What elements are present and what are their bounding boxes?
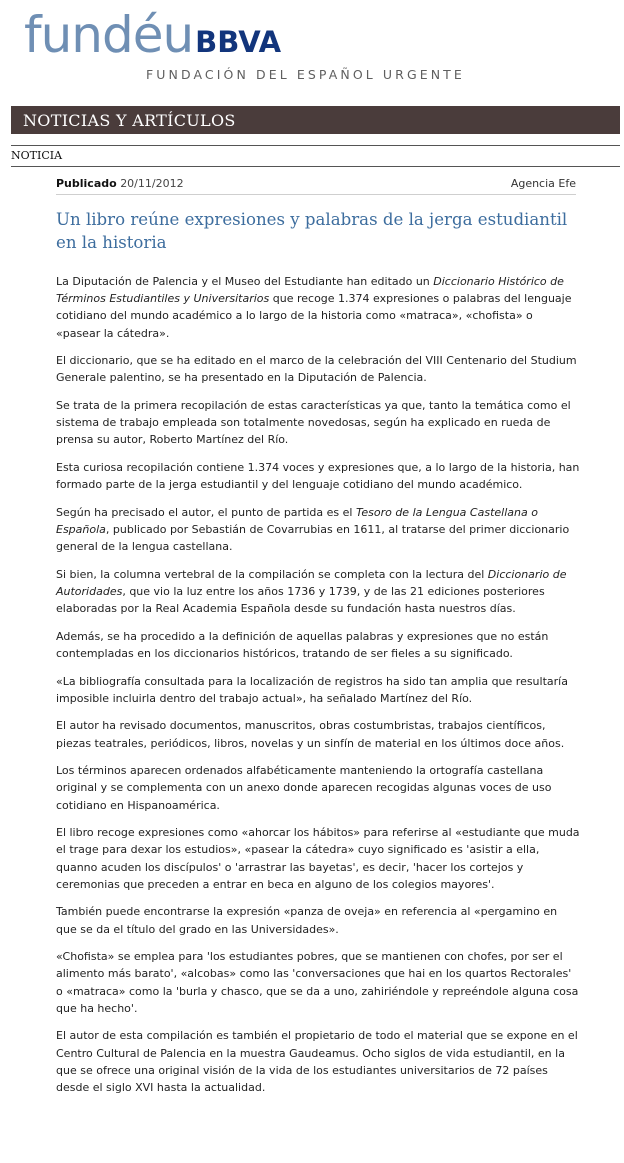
article-paragraph — [56, 352, 580, 386]
logo-wordmark — [24, 6, 282, 64]
paragraph-text: El diccionario, que se ha editado en el marco de la celebración del VIII Centenario del Studium Generale palentino, se ha presentado en la Diputación de Palencia. — [56, 354, 577, 385]
category-label: NOTICIA — [11, 149, 63, 162]
paragraph-text: El libro recoge expresiones como «ahorcar los hábitos» para referirse al «estudiante que muda el trage para dexar los estudios», «pasear la cátedra» cuyo significado es 'asistir a ella, quanno acuden los discípulos' o 'arrastrar las bayetas', es decir, 'hacer los cortejos y ceremonias que preceden a entrar en beca en alguno de los colegios mayores'. — [56, 826, 580, 891]
book-title-text: Diccionario de Autoridades — [56, 567, 567, 598]
article-title: Un libro reúne expresiones y palabras de la jerga estudiantil en la historia — [56, 210, 568, 252]
article-body — [56, 273, 580, 1107]
article-source: Agencia Efe — [510, 177, 576, 190]
article-paragraph — [56, 673, 580, 707]
logo-fundeu-text: fundéu — [24, 6, 194, 64]
article-paragraph — [56, 459, 580, 493]
article-meta — [56, 177, 576, 193]
article-paragraph — [56, 1027, 580, 1096]
paragraph-text: , publicado por Sebastián de Covarrubias en 1611, al tratarse del primer diccionario general de la lengua castellana. — [56, 523, 570, 554]
logo-subtitle: FUNDACIÓN DEL ESPAÑOL URGENTE — [146, 67, 465, 82]
book-title-text: Diccionario Histórico de Términos Estudiantiles y Universitarios — [56, 275, 564, 306]
paragraph-text: Además, se ha procedido a la definición de aquellas palabras y expresiones que no están contempladas en los diccionarios históricos, tratando de ser fieles a su significado. — [56, 629, 549, 660]
article-paragraph — [56, 397, 580, 449]
logo-bbva-text: BBVA — [195, 25, 282, 59]
article-paragraph — [56, 628, 580, 662]
paragraph-text: El autor de esta compilación es también el propietario de todo el material que se expone en el Centro Cultural de Palencia en la muestra Gaudeamus. Ocho siglos de vida estudiantil, en la que se ofrece una original visión de la vida de los estudiantes universitarios de 72 países desde el siglo XVI hasta la actualidad. — [56, 1029, 578, 1094]
published-date: 20/11/2012 — [120, 177, 184, 190]
paragraph-text: También puede encontrarse la expresión «panza de oveja» en referencia al «pergamino en que se da el título del grado en las Universidades». — [56, 905, 558, 936]
article-paragraph — [56, 948, 580, 1017]
site-header — [0, 0, 624, 100]
paragraph-text: «La bibliografía consultada para la localización de registros ha sido tan amplia que resultaría imposible incluirla dentro del trabajo actual», ha señalado Martínez del Río. — [56, 674, 568, 705]
article-paragraph — [56, 762, 580, 814]
article-paragraph — [56, 717, 580, 751]
section-header-bar — [11, 106, 620, 134]
paragraph-text: La Diputación de Palencia y el Museo del Estudiante han editado un — [56, 275, 434, 288]
paragraph-text: Se trata de la primera recopilación de estas características ya que, tanto la temática como el sistema de trabajo empleada son totalmente novedosas, según ha explicado en rueda de prensa su autor, Roberto Martínez del Río. — [56, 399, 571, 447]
paragraph-text: que recoge 1.374 expresiones o palabras del lenguaje cotidiano del mundo académico a lo largo de la historia como «matraca», «chofista» o «pasear la cátedra». — [56, 292, 572, 340]
paragraph-text: Si bien, la columna vertebral de la compilación se completa con la lectura del — [56, 567, 488, 581]
published-info — [56, 177, 184, 190]
published-label: Publicado — [56, 177, 117, 190]
article-paragraph — [56, 273, 580, 342]
meta-divider — [56, 194, 576, 195]
paragraph-text: Esta curiosa recopilación contiene 1.374 voces y expresiones que, a lo largo de la historia, han formado parte de la jerga estudiantil y del lenguaje cotidiano del mundo académico. — [56, 461, 580, 492]
paragraph-text: «Chofista» se emplea para 'los estudiantes pobres, que se mantienen con chofes, por ser el alimento más barato', «alcobas» como las 'conversaciones que hai en los quartos Rectorales' o «matraca» como la 'burla y chasco, que se da a uno, zahiriéndole y repreéndole alguna cosa que ha hecho'. — [56, 950, 579, 1015]
paragraph-text: El autor ha revisado documentos, manuscritos, obras costumbristas, trabajos científicos, piezas teatrales, periódicos, libros, novelas y un sinfín de material en los últimos doce años. — [56, 719, 565, 750]
paragraph-text: Los términos aparecen ordenados alfabéticamente manteniendo la ortografía castellana original y se complementa con un anexo donde aparecen recogidas algunas voces de uso cotidiano en Hispanoamérica. — [56, 764, 552, 812]
section-title: NOTICIAS Y ARTÍCULOS — [23, 111, 236, 130]
book-title-text: Tesoro de la Lengua Castellana o Española — [56, 505, 538, 536]
article-paragraph — [56, 504, 580, 556]
paragraph-text: , que vio la luz entre los años 1736 y 1739, y de las 21 ediciones posteriores elaboradas por la Real Academia Española desde su fundación hasta nuestros días. — [56, 585, 545, 616]
category-top-divider — [11, 145, 620, 146]
article-paragraph — [56, 903, 580, 937]
category-bottom-divider — [11, 166, 620, 167]
article-paragraph — [56, 566, 580, 618]
article-paragraph — [56, 824, 580, 893]
paragraph-text: Según ha precisado el autor, el punto de partida es el — [56, 505, 356, 519]
